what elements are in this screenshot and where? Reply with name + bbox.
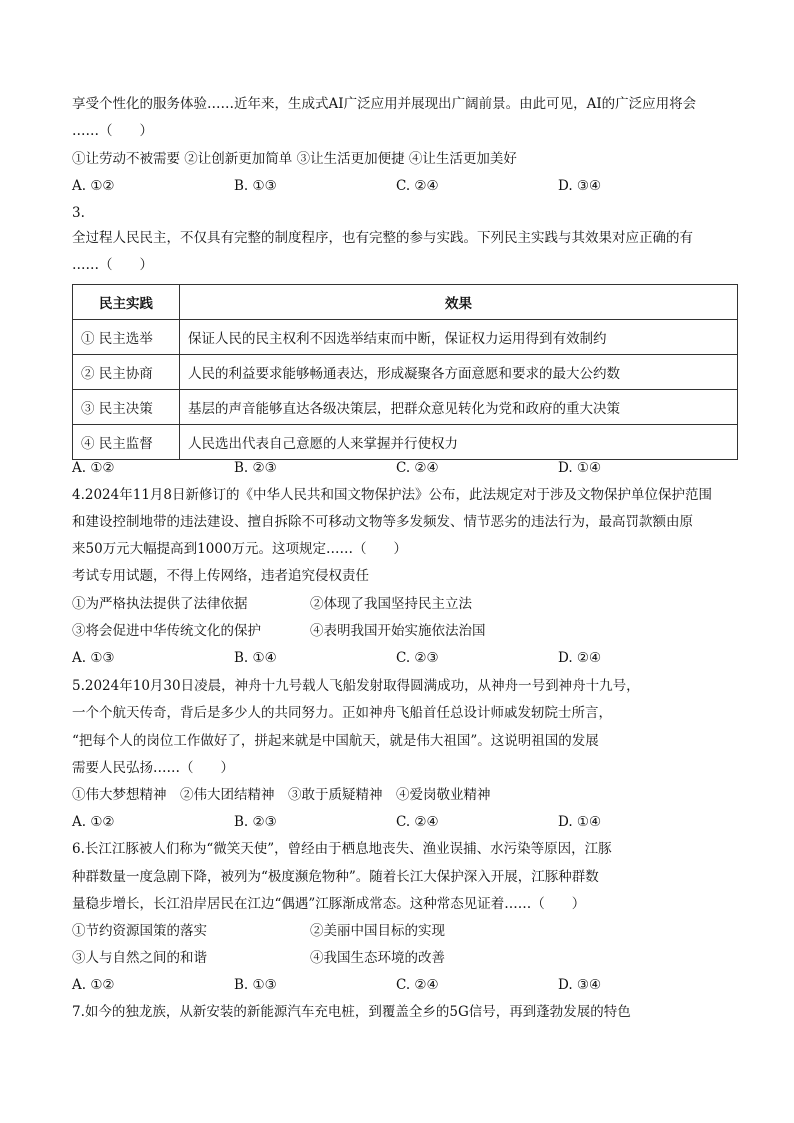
q4-stem-line3: 来50万元大幅提高到1000万元。这项规定……（ ） (72, 541, 408, 557)
table-row (73, 425, 738, 460)
table-header-effect: 效果 (180, 285, 738, 320)
table-cell-effect: 基层的声音能够直达各级决策层，把群众意见转化为党和政府的重大决策 (180, 390, 738, 425)
q3-option-b[interactable]: B. ②③ (234, 460, 277, 476)
q3-option-a[interactable]: A. ①② (72, 460, 115, 476)
q5-option-b[interactable]: B. ②③ (234, 814, 277, 830)
q6-option-c[interactable]: C. ②④ (396, 977, 439, 993)
q7-stem-line1: 7.如今的独龙族，从新安装的新能源汽车充电桩，到覆盖全乡的5G信号，再到蓬勃发展的特色 (72, 1004, 631, 1020)
q2-option-a[interactable]: A. ①② (72, 178, 115, 194)
q5-stem-line1: 5.2024年10月30日凌晨，神舟十九号载人飞船发射取得圆满成功，从神舟一号到神舟十九号， (72, 678, 640, 694)
q5-statements: ①伟大梦想精神 ②伟大团结精神 ③敢于质疑精神 ④爱岗敬业精神 (72, 787, 491, 803)
q6-statement-3: ③人与自然之间的和谐 (72, 950, 207, 966)
q3-option-c[interactable]: C. ②④ (396, 460, 439, 476)
q6-option-d[interactable]: D. ③④ (558, 977, 602, 993)
q6-stem-line2: 种群数量一度急剧下降，被列为“极度濒危物种”。随着长江大保护深入开展，江豚种群数 (72, 869, 599, 885)
table-cell-practice: ① 民主选举 (73, 320, 180, 355)
q6-statement-1: ①节约资源国策的落实 (72, 923, 207, 939)
q5-option-d[interactable]: D. ①④ (558, 814, 602, 830)
table-cell-effect: 保证人民的民主权利不因选举结束而中断，保证权力运用得到有效制约 (180, 320, 738, 355)
q2-stem-line1: 享受个性化的服务体验……近年来，生成式AI广泛应用并展现出广阔前景。由此可见，AI的广泛应用将会 (72, 96, 697, 112)
q3-option-d[interactable]: D. ①④ (558, 460, 602, 476)
q5-option-c[interactable]: C. ②④ (396, 814, 439, 830)
q6-statement-2: ②美丽中国目标的实现 (310, 923, 445, 939)
watermark-notice: 考试专用试题，不得上传网络，违者追究侵权责任 (72, 568, 369, 584)
table-row (73, 355, 738, 390)
q4-option-b[interactable]: B. ①④ (234, 650, 277, 666)
q4-statement-4: ④表明我国开始实施依法治国 (310, 623, 486, 639)
table-header-row (73, 285, 738, 320)
q2-option-d[interactable]: D. ③④ (558, 178, 602, 194)
democracy-practice-table (72, 284, 738, 460)
table-cell-effect: 人民选出代表自己意愿的人来掌握并行使权力 (180, 425, 738, 460)
table-cell-practice: ② 民主协商 (73, 355, 180, 390)
q4-statement-2: ②体现了我国坚持民主立法 (310, 596, 472, 612)
q2-statements: ①让劳动不被需要 ②让创新更加简单 ③让生活更加便捷 ④让生活更加美好 (72, 151, 517, 167)
table-cell-effect: 人民的利益要求能够畅通表达，形成凝聚各方面意愿和要求的最大公约数 (180, 355, 738, 390)
q4-stem-line2: 和建设控制地带的违法建设、擅自拆除不可移动文物等多发频发、情节恶劣的违法行为，最高罚款额由原 (72, 514, 693, 530)
q6-option-b[interactable]: B. ①③ (234, 977, 277, 993)
table-cell-practice: ④ 民主监督 (73, 425, 180, 460)
q6-stem-line1: 6.长江江豚被人们称为“微笑天使”，曾经由于栖息地丧失、渔业误捕、水污染等原因，江豚 (72, 841, 612, 857)
q4-option-a[interactable]: A. ①③ (72, 650, 115, 666)
table-row (73, 390, 738, 425)
q5-option-a[interactable]: A. ①② (72, 814, 115, 830)
table-cell-practice: ③ 民主决策 (73, 390, 180, 425)
q2-stem-line2: ……（ ） (72, 123, 153, 139)
q4-statement-1: ①为严格执法提供了法律依据 (72, 596, 248, 612)
q3-stem-line2: ……（ ） (72, 257, 153, 273)
q6-option-a[interactable]: A. ①② (72, 977, 115, 993)
q3-number: 3. (72, 205, 85, 221)
q4-option-d[interactable]: D. ②④ (558, 650, 602, 666)
q6-statement-4: ④我国生态环境的改善 (310, 950, 445, 966)
q4-statement-3: ③将会促进中华传统文化的保护 (72, 623, 261, 639)
q4-option-c[interactable]: C. ②③ (396, 650, 439, 666)
q5-stem-line4: 需要人民弘扬……（ ） (72, 760, 234, 776)
q3-stem-line1: 全过程人民民主，不仅具有完整的制度程序，也有完整的参与实践。下列民主实践与其效果对应正确的有 (72, 230, 693, 246)
table-header-practice: 民主实践 (73, 285, 180, 320)
q4-stem-line1: 4.2024年11月8日新修订的《中华人民共和国文物保护法》公布，此法规定对于涉及文物保护单位保护范围 (72, 487, 713, 503)
q2-option-c[interactable]: C. ②④ (396, 178, 439, 194)
q2-option-b[interactable]: B. ①③ (234, 178, 277, 194)
q5-stem-line3: “把每个人的岗位工作做好了，拼起来就是中国航天，就是伟大祖国”。这说明祖国的发展 (72, 733, 599, 749)
q5-stem-line2: 一个个航天传奇，背后是多少人的共同努力。正如神舟飞船首任总设计师戚发轫院士所言， (72, 705, 612, 721)
q6-stem-line3: 量稳步增长，长江沿岸居民在江边“偶遇”江豚渐成常态。这种常态见证着……（ ） (72, 896, 586, 912)
table-row (73, 320, 738, 355)
